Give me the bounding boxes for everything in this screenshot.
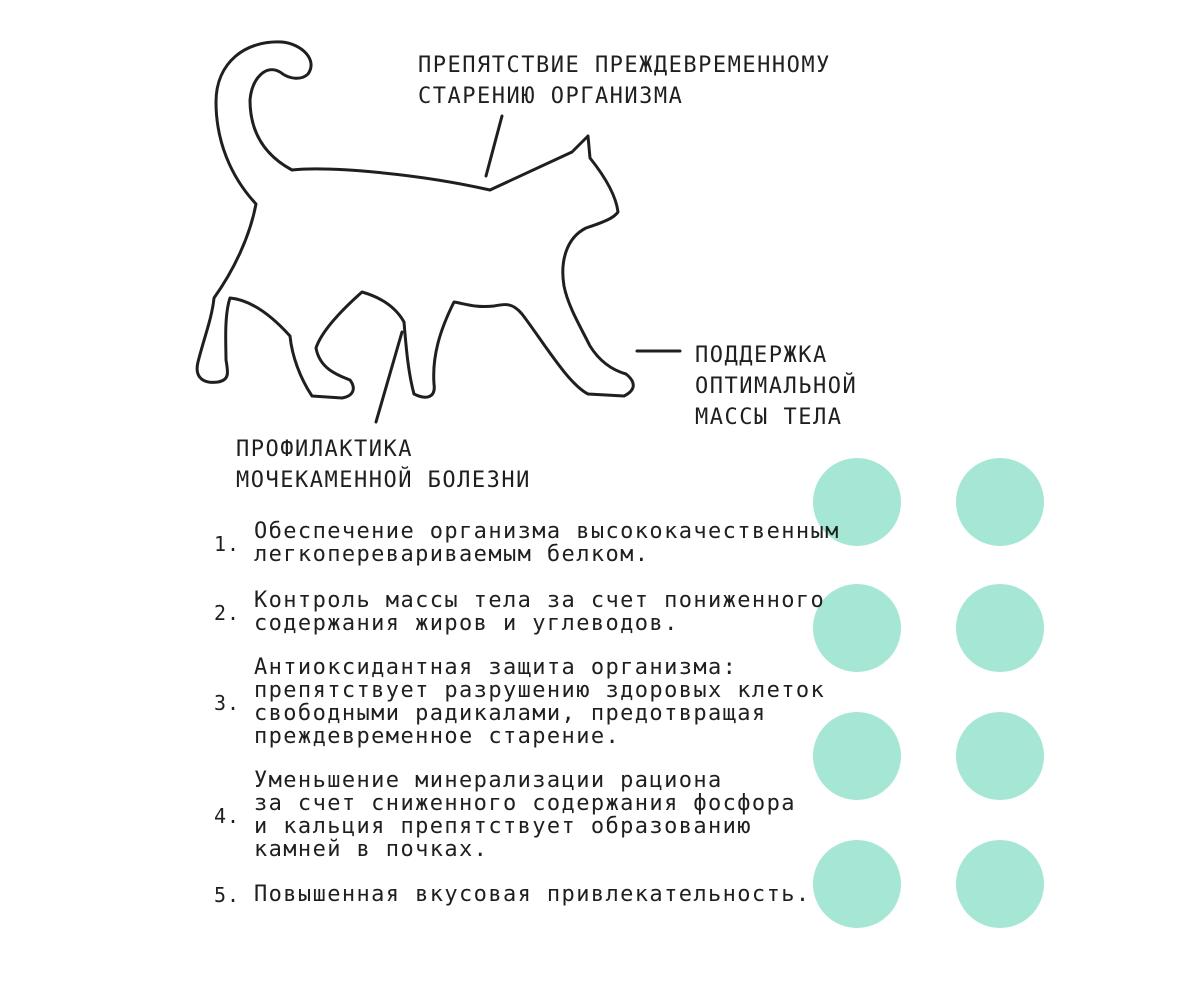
callout-line: ПОДДЕРЖКА bbox=[695, 343, 828, 368]
benefit-text: Повышенная вкусовая привлекательность. bbox=[254, 882, 811, 907]
callout-aging-prevention bbox=[418, 50, 831, 112]
benefit-number: 5. bbox=[214, 883, 241, 907]
circle-dot-icon bbox=[956, 840, 1044, 928]
callout-line: ПРОФИЛАКТИКА bbox=[236, 437, 413, 462]
benefit-text: Антиоксидантная защита организма: препятствует разрушению здоровых клеток свободными радикалами, предотвращая преждевременное старение. bbox=[254, 655, 826, 749]
benefit-number: 4. bbox=[214, 804, 241, 828]
benefit-text: Уменьшение минерализации рациона за счет сниженного содержания фосфора и кальция препятствует образованию камней в почках. bbox=[254, 768, 796, 862]
callout-urolithiasis-prevention bbox=[236, 434, 531, 496]
circle-dot-icon bbox=[956, 584, 1044, 672]
callout-line: ОПТИМАЛЬНОЙ bbox=[695, 374, 858, 399]
callout-line: ПРЕПЯТСТВИЕ ПРЕЖДЕВРЕМЕННОМУ bbox=[418, 53, 831, 78]
circle-dot-icon bbox=[956, 712, 1044, 800]
callout-line: МАССЫ ТЕЛА bbox=[695, 405, 843, 430]
benefit-number: 2. bbox=[214, 601, 241, 625]
circle-dot-icon bbox=[813, 840, 901, 928]
circle-dot-icon bbox=[813, 584, 901, 672]
benefit-number: 1. bbox=[214, 532, 241, 556]
leader-line-aging bbox=[486, 116, 502, 176]
callout-line: МОЧЕКАМЕННОЙ БОЛЕЗНИ bbox=[236, 468, 531, 493]
leader-line-urolith bbox=[376, 332, 402, 422]
benefit-text: Контроль массы тела за счет пониженного содержания жиров и углеводов. bbox=[254, 588, 826, 636]
callout-line: СТАРЕНИЮ ОРГАНИЗМА bbox=[418, 84, 684, 109]
circle-dot-icon bbox=[813, 712, 901, 800]
benefit-text: Обеспечение организма высококачественным легкоперевариваемым белком. bbox=[254, 519, 840, 567]
callout-weight-support bbox=[695, 340, 857, 433]
benefit-number: 3. bbox=[214, 691, 241, 715]
circle-dot-icon bbox=[956, 458, 1044, 546]
